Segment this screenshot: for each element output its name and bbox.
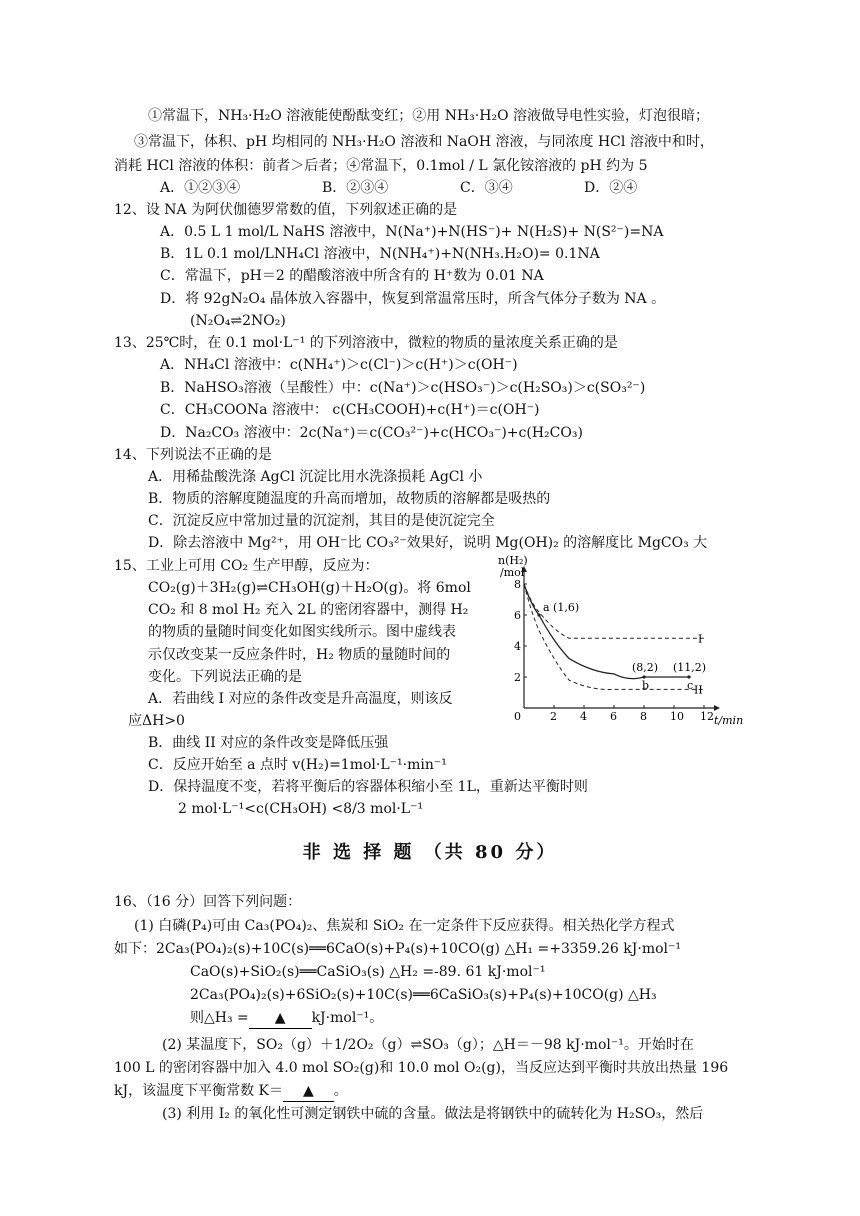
- x-tick-label-2: 2: [550, 710, 557, 723]
- axis-ticks: [514, 578, 714, 723]
- q15-option-d: D．保持温度不变，若将平衡后的容器体积缩小至 1L，重新达平衡时则: [148, 779, 588, 795]
- q15-stem: 15、工业上可用 CO₂ 生产甲醇，反应为：: [114, 558, 379, 574]
- q12-option-d: D．将 92gN₂O₄ 晶体放入容器中，恢复到常温常压时，所含气体分子数为 NA 。: [160, 291, 666, 307]
- curve-solid: [524, 584, 689, 679]
- q15-option-d-cont: 2 mol·L⁻¹<c(CH₃OH) <8/3 mol·L⁻¹: [178, 801, 424, 817]
- q11-option-c: C．③④: [460, 180, 513, 196]
- q16-k-prefix: kJ，该温度下平衡常数 K＝: [114, 1083, 284, 1099]
- curve-ii-label: II: [694, 683, 703, 697]
- point-c-coord-label: (11,2): [673, 661, 707, 674]
- q13-option-d: D．Na₂CO₃ 溶液中：2c(Na⁺)＝c(CO₃²⁻)+c(HCO₃⁻)+c(H₂CO₃): [160, 425, 583, 441]
- q15-option-a-cont: 应ΔH>0: [128, 713, 185, 729]
- y-axis-label: n(H₂): [498, 554, 528, 567]
- point-b-label: b: [642, 679, 650, 692]
- q11-option-b: B．②③④: [322, 180, 389, 196]
- q15-line-4: 的物质的量随时间变化如图实线所示。图中虚线表: [148, 624, 456, 640]
- y-tick-label-8: 8: [514, 578, 521, 591]
- h2-amount-chart: [492, 548, 748, 726]
- x-axis-label: t/min: [714, 714, 744, 726]
- q12-option-a: A．0.5 L 1 mol/L NaHS 溶液中，N(Na⁺)+N(HS⁻)+ N(H₂S)+ N(S²⁻)=NA: [160, 224, 664, 240]
- q16-h3-line: [190, 1008, 383, 1029]
- section-heading: 非 选 择 题 （共 80 分）: [302, 842, 558, 863]
- q15-line-6: 变化。下列说法正确的是: [148, 669, 302, 685]
- q15-option-b: B．曲线 II 对应的条件改变是降低压强: [148, 735, 389, 751]
- curve-i-label: I: [698, 632, 703, 646]
- x-axis-arrow: [714, 705, 720, 711]
- q16-part2-a: (2) 某温度下，SO₂（g）＋1/2O₂（g）⇌SO₃（g）；△H＝－98 kJ·mol⁻¹。开始时在: [162, 1037, 694, 1053]
- y-tick-label-2: 2: [514, 671, 521, 684]
- y-axis-unit: /mol: [500, 566, 525, 579]
- q13-option-a: A．NH₄Cl 溶液中：c(NH₄⁺)＞c(Cl⁻)＞c(H⁺)＞c(OH⁻): [160, 357, 518, 373]
- point-b-coord-label: (8,2): [632, 661, 659, 674]
- x-tick-label-12: 12: [700, 710, 714, 723]
- x-tick-label-6: 6: [610, 710, 617, 723]
- q12-option-b: B．1L 0.1 mol/LNH₄Cl 溶液中，N(NH₄⁺)+N(NH₃.H₂O)= 0.1NA: [160, 246, 600, 262]
- q13-option-b: B．NaHSO₃溶液（呈酸性）中：c(Na⁺)＞c(HSO₃⁻)＞c(H₂SO₃)＞c(SO₃²⁻): [160, 380, 646, 396]
- q12-option-d-note: (N₂O₄⇌2NO₂): [190, 313, 286, 329]
- x-tick-label-4: 4: [580, 710, 587, 723]
- q16-stem: 16、（16 分）回答下列问题：: [114, 894, 302, 910]
- x-tick-label-10: 10: [670, 710, 684, 723]
- q15-option-c: C．反应开始至 a 点时 v(H₂)=1mol·L⁻¹·min⁻¹: [148, 757, 447, 773]
- q16-part3: (3) 利用 I₂ 的氧化性可测定钢铁中硫的含量。做法是将钢铁中的硫转化为 H₂SO₃，然后: [162, 1106, 704, 1122]
- point-a-label: a (1,6): [543, 601, 580, 614]
- q16-part1: (1) 白磷(P₄)可由 Ca₃(PO₄)₂、焦炭和 SiO₂ 在一定条件下反应获得。相关热化学方程式: [134, 918, 675, 934]
- q15-line-2: CO₂(g)＋3H₂(g)⇌CH₃OH(g)＋H₂O(g)。将 6mol: [148, 580, 471, 596]
- q11-option-a: A．①②③④: [160, 180, 241, 196]
- q11-stmt-1: ①常温下，NH₃·H₂O 溶液能使酚酞变红；②用 NH₃·H₂O 溶液做导电性实验，灯泡很暗；: [148, 108, 709, 124]
- answer-blank-h3[interactable]: ▲: [249, 1008, 312, 1029]
- q13-option-c: C．CH₃COONa 溶液中： c(CH₃COOH)+c(H⁺)＝c(OH⁻): [160, 402, 540, 418]
- q15-line-3: CO₂ 和 8 mol H₂ 充入 2L 的密闭容器中，测得 H₂: [148, 602, 469, 618]
- q14-stem: 14、下列说法不正确的是: [114, 447, 272, 463]
- x-tick-label-8: 8: [640, 710, 647, 723]
- origin-label: 0: [514, 710, 521, 723]
- q15-option-a: A．若曲线 I 对应的条件改变是升高温度，则该反: [148, 691, 453, 707]
- answer-blank-k[interactable]: ▲: [283, 1081, 334, 1102]
- q16-part2-c: [114, 1081, 348, 1102]
- q16-h3-suffix: kJ·mol⁻¹。: [311, 1010, 384, 1026]
- q12-stem: 12、设 NA 为阿伏伽德罗常数的值，下列叙述正确的是: [114, 202, 458, 218]
- q11-stmt-2: ③常温下，体积、pH 均相同的 NH₃·H₂O 溶液和 NaOH 溶液，与同浓度 HCl 溶液中和时，: [134, 134, 714, 150]
- q14-option-b: B．物质的溶解度随温度的升高而增加，故物质的溶解都是吸热的: [148, 491, 551, 507]
- q16-eq1: 如下：2Ca₃(PO₄)₂(s)+10C(s)══6CaO(s)+P₄(s)+10CO(g) △H₁ =+3359.26 kJ·mol⁻¹: [114, 941, 682, 957]
- q15-line-5: 示仅改变某一反应条件时，H₂ 物质的量随时间的: [148, 647, 451, 663]
- q11-stmt-3: 消耗 HCl 溶液的体积：前者＞后者；④常温下，0.1mol / L 氯化铵溶液的 pH 约为 5: [114, 158, 648, 174]
- q13-stem: 13、25℃时，在 0.1 mol·L⁻¹ 的下列溶液中，微粒的物质的量浓度关系正确的是: [114, 335, 618, 351]
- q16-part2-b: 100 L 的密闭容器中加入 4.0 mol SO₂(g)和 10.0 mol O₂(g)，当反应达到平衡时共放出热量 196: [114, 1060, 729, 1076]
- q11-option-d: D．②④: [584, 180, 638, 196]
- q16-k-suffix: 。: [333, 1083, 348, 1099]
- q14-option-d: D．除去溶液中 Mg²⁺，用 OH⁻比 CO₃²⁻效果好，说明 Mg(OH)₂ 的溶解度比 MgCO₃ 大: [148, 535, 708, 551]
- point-a: [537, 613, 540, 616]
- q16-eq3: 2Ca₃(PO₄)₂(s)+6SiO₂(s)+10C(s)══6CaSiO₃(s)+P₄(s)+10CO(g) △H₃: [190, 987, 657, 1003]
- q16-eq2: CaO(s)+SiO₂(s)══CaSiO₃(s) △H₂ =-89. 61 kJ·mol⁻¹: [190, 964, 546, 980]
- y-tick-label-6: 6: [514, 609, 521, 622]
- y-tick-label-4: 4: [514, 640, 521, 653]
- q14-option-c: C．沉淀反应中常加过量的沉淀剂，其目的是使沉淀完全: [148, 513, 495, 529]
- q12-option-c: C．常温下，pH＝2 的醋酸溶液中所含有的 H⁺数为 0.01 NA: [160, 268, 544, 284]
- q14-option-a: A．用稀盐酸洗涤 AgCl 沉淀比用水洗涤损耗 AgCl 小: [148, 469, 483, 485]
- point-c-label: c: [687, 679, 694, 692]
- q16-h3-prefix: 则△H₃ =: [190, 1010, 249, 1026]
